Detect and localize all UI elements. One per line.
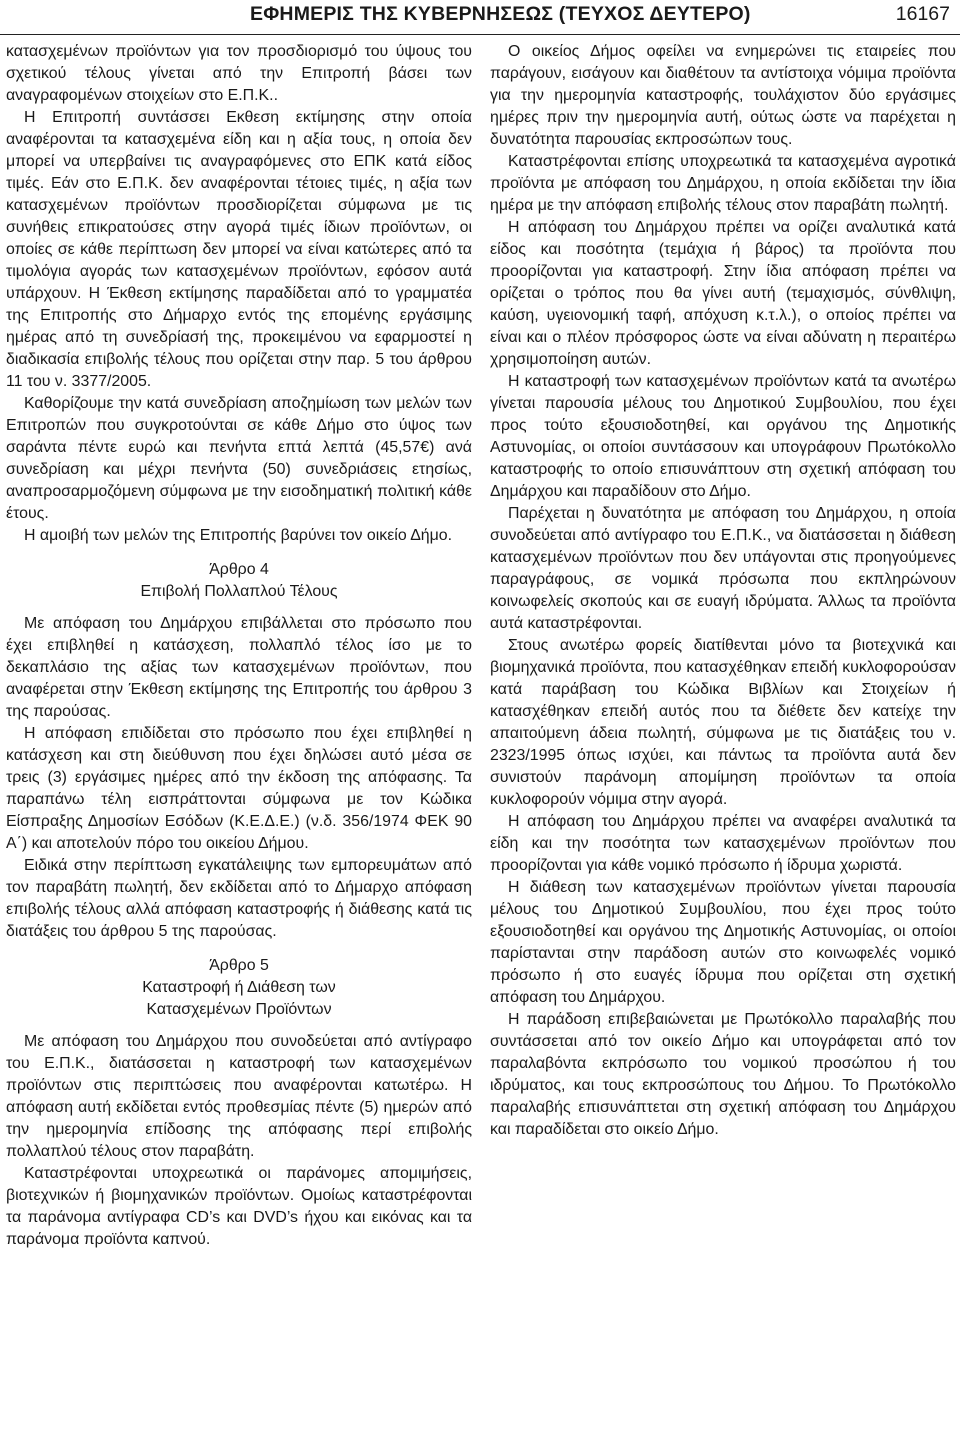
paragraph: Η καταστροφή των κατασχεμένων προϊόντων κατά τα ανωτέρω γίνεται παρουσία μέλους του Δημοτικού Συμβουλίου, που έχει προς τούτο εξουσιοδοτηθεί, και οργάνου της Δημοτικής Αστυνομίας, οι οποίοι συντάσσουν και υπογράφουν Πρωτόκολλο καταστροφής το οποίο επισυνάπτουν στη σχετική απόφαση του Δημάρχου και παραδίδουν στο Δήμο. [490,373,956,500]
article-title: Επιβολή Πολλαπλού Τέλους [140,583,338,600]
article-title-line: Κατασχεμένων Προϊόντων [146,1001,332,1018]
paragraph: Καταστρέφονται επίσης υποχρεωτικά τα κατασχεμένα αγροτικά προϊόντα με απόφαση του Δημάρχου, η οποία εκδίδεται την ίδια ημέρα με την απόφαση επιβολής τέλους στον παραβάτη πωλητή. [490,153,956,214]
paragraph: Η Επιτροπή συντάσσει Εκθεση εκτίμησης στην οποία αναφέρονται τα κατασχεμένα είδη και η αξία τους, η οποία δεν μπορεί να υπερβαίνει τις αναγραφόμενες στο ΕΠΚ κατά είδος τιμές. Εάν στο Ε.Π.Κ. δεν αναφέρονται τέτοιες τιμές, η αξία των κατασχεμένων προϊόντων προσδιορίζεται σύμφωνα με τις συνήθεις επικρατούσες στην αγορά τιμές ίδιων προϊόντων, οι οποίες σε κάθε περίπτωση δεν μπορεί να είναι κατώτερες από τα τιμολόγια αγοράς των κατασχεμένων προϊόντων, εφόσον αυτά υπάρχουν. Η Έκθεση εκτίμησης παραδίδεται από το γραμματέα της Επιτροπής στο Δήμαρχο εντός της επομένης εργάσιμης ημέρας από τη συνεδρίασή της, προκειμένου να εφαρμοστεί η διαδικασία επιβολής τέλους που ορίζεται στην παρ. 5 του άρθρου 11 του ν. 3377/2005. [6,109,472,390]
paragraph: Η παράδοση επιβεβαιώνεται με Πρωτόκολλο παραλαβής που συντάσσεται από τον οικείο Δήμο και υπογράφεται από τον παραλαβόντα εκπρόσωπο του νομικού προσώπου ή του ιδρύματος, και τους εκπροσώπους του Δήμου. Το Πρωτόκολλο παραλαβής επισυνάπτεται στη σχετική απόφαση του Δημάρχου και παραδίδεται στο οικείο Δήμο. [490,1011,956,1138]
right-column [490,41,956,1141]
paragraph: Με απόφαση του Δημάρχου που συνοδεύεται από αντίγραφο του Ε.Π.Κ., διατάσσεται η καταστροφή των κατασχεμένων προϊόντων στις περιπτώσεις που αναφέρονται κατωτέρω. Η απόφαση αυτή εκδίδεται εντός προθεσμίας πέντε (5) ημερών από την ημερομηνία επίδοσης της απόφασης περί επιβολής πολλαπλού τέλους στον παραβάτη. [6,1033,472,1160]
paragraph: Καταστρέφονται υποχρεωτικά οι παράνομες απομιμήσεις, βιοτεχνικών ή βιομηχανικών προϊόντων. Ομοίως καταστρέφονται τα παράνομα αντίγραφα CD’s και DVD’s ήχου και εικόνας και τα παράνομα προϊόντα καπνού. [6,1165,472,1248]
article-number: Άρθρο 5 [209,957,269,974]
paragraph: Η απόφαση του Δημάρχου πρέπει να ορίζει αναλυτικά κατά είδος και ποσότητα (τεμάχια ή βάρος) τα προϊόντα που προορίζονται για καταστροφή. Στην ίδια απόφαση πρέπει να ορίζεται ο τρόπος που θα γίνει αυτή (τεμαχισμός, σύνθλιψη, καύση, υγειονομική ταφή, απόχυση κ.τ.λ.), ο οποίος πρέπει να είναι και ο πλέον πρόσφορος ώστε να είναι αδύνατη η περαιτέρω χρησιμοποίηση αυτών. [490,219,956,368]
left-column [6,41,472,1251]
paragraph: Ειδικά στην περίπτωση εγκατάλειψης των εμπορευμάτων από τον παραβάτη πωλητή, δεν εκδίδεται από το Δήμαρχο απόφαση επιβολής τέλους αλλά απόφαση καταστροφής ή διάθεσης κατά τις διατάξεις του άρθρου 5 της παρούσας. [6,857,472,940]
article-number: Άρθρο 4 [209,561,269,578]
article-5-heading [6,955,472,1021]
paragraph: Με απόφαση του Δημάρχου επιβάλλεται στο πρόσωπο που έχει επιβληθεί η κατάσχεση, πολλαπλό τέλος ίσο με το δεκαπλάσιο της αξίας των κατασχεμένων προϊόντων, που αναφέρεται στην Έκθεση εκτίμησης της Επιτροπής του άρθρου 3 της παρούσας. [6,615,472,720]
paragraph: Η αμοιβή των μελών της Επιτροπής βαρύνει τον οικείο Δήμο. [24,527,453,544]
article-title-line: Καταστροφή ή Διάθεση των [142,979,336,996]
gazette-title: ΕΦΗΜΕΡΙΣ ΤΗΣ ΚΥΒΕΡΝΗΣΕΩΣ (ΤΕΥΧΟΣ ΔΕΥΤΕΡΟ) [250,3,751,25]
paragraph: Η διάθεση των κατασχεμένων προϊόντων γίνεται παρουσία μέλους του Δημοτικού Συμβουλίου, που έχει προς τούτο εξουσιοδοτηθεί και οργάνου της Δημοτικής Αστυνομίας, οι οποίοι παρίστανται στην παράδοση αυτών στο κοινωφελές νομικό πρόσωπο ή στο ευαγές ίδρυμα που ορίζεται στη σχετική απόφαση του Δημάρχου. [490,879,956,1006]
article-4-heading [6,559,472,603]
paragraph: Στους ανωτέρω φορείς διατίθενται μόνο τα βιοτεχνικά και βιομηχανικά προϊόντα, που κατασχέθηκαν επειδή κυκλοφορούσαν κατά παράβαση του Κώδικα Βιβλίων και Στοιχείων ή κατασχέθηκαν επειδή αυτός που τα διέθετε δεν κατείχε την απαιτούμενη άδεια πωλητή, σύμφωνα με τις διατάξεις του ν. 2323/1995 όπως ισχύει, και πάντως τα προϊόντα αυτά δεν συνιστούν παράνομη απομίμηση προϊόντων τα οποία κυκλοφορούν νόμιμα στην αγορά. [490,637,956,808]
paragraph: Καθορίζουμε την κατά συνεδρίαση αποζημίωση των μελών των Επιτροπών που συγκροτούνται σε κάθε Δήμο στο ύψος των σαράντα πέντε ευρώ και πενήντα επτά λεπτά (45,57€) ανά συνεδρίαση και μέχρι πενήντα (50) συνεδριάσεις ετησίως, αναπροσαρμοζόμενη σύμφωνα με την εισοδηματική πολιτική κάθε έτους. [6,395,472,522]
paragraph: Η απόφαση του Δημάρχου πρέπει να αναφέρει αναλυτικά τα είδη και την ποσότητα των κατασχεμένων προϊόντων που προορίζονται για κάθε νομικό πρόσωπο ή ίδρυμα χωριστά. [490,813,956,874]
paragraph: Ο οικείος Δήμος οφείλει να ενημερώνει τις εταιρείες που παράγουν, εισάγουν και διαθέτουν τα αντίστοιχα νόμιμα προϊόντα για την ημερομηνία καταστροφής, τουλάχιστον δύο εργάσιμες ημέρες πριν την ημερομηνία αυτή, ούτως ώστε να παρέχεται η δυνατότητα παρουσίας εκπροσώπων τους. [490,43,956,148]
page-number: 16167 [895,3,950,25]
paragraph: Παρέχεται η δυνατότητα με απόφαση του Δημάρχου, η οποία συνοδεύεται από αντίγραφο του Ε.Π.Κ., να διατάσσεται η διάθεση κατασχεμένων προϊόντων που δεν υπάγονται στις προηγούμενες παραγράφους, σε νομικά πρόσωπα που εκπληρώνουν κοινωφελείς σκοπούς και σε ευαγή ιδρύματα. Άλλως τα προϊόντα αυτά καταστρέφονται. [490,505,956,632]
page-header [0,0,960,35]
paragraph: Η απόφαση επιδίδεται στο πρόσωπο που έχει επιβληθεί η κατάσχεση και στη διεύθυνση που έχει δηλώσει αυτό μέσα σε τρεις (3) εργάσιμες ημέρες από την έκδοση της απόφασης. Τα παραπάνω τέλη εισπράττονται σύμφωνα με τον Κώδικα Είσπραξης Δημοσίων Εσόδων (Κ.Ε.Δ.Ε.) (ν.δ. 356/1974 ΦΕΚ 90 Α΄) και αποτελούν πόρο του οικείου Δήμου. [6,725,472,852]
paragraph: κατασχεμένων προϊόντων για τον προσδιορισμό του ύψους του σχετικού τέλους γίνεται από την Επιτροπή βάσει των αναγραφομένων στοιχείων στο Ε.Π.Κ.. [6,43,472,104]
